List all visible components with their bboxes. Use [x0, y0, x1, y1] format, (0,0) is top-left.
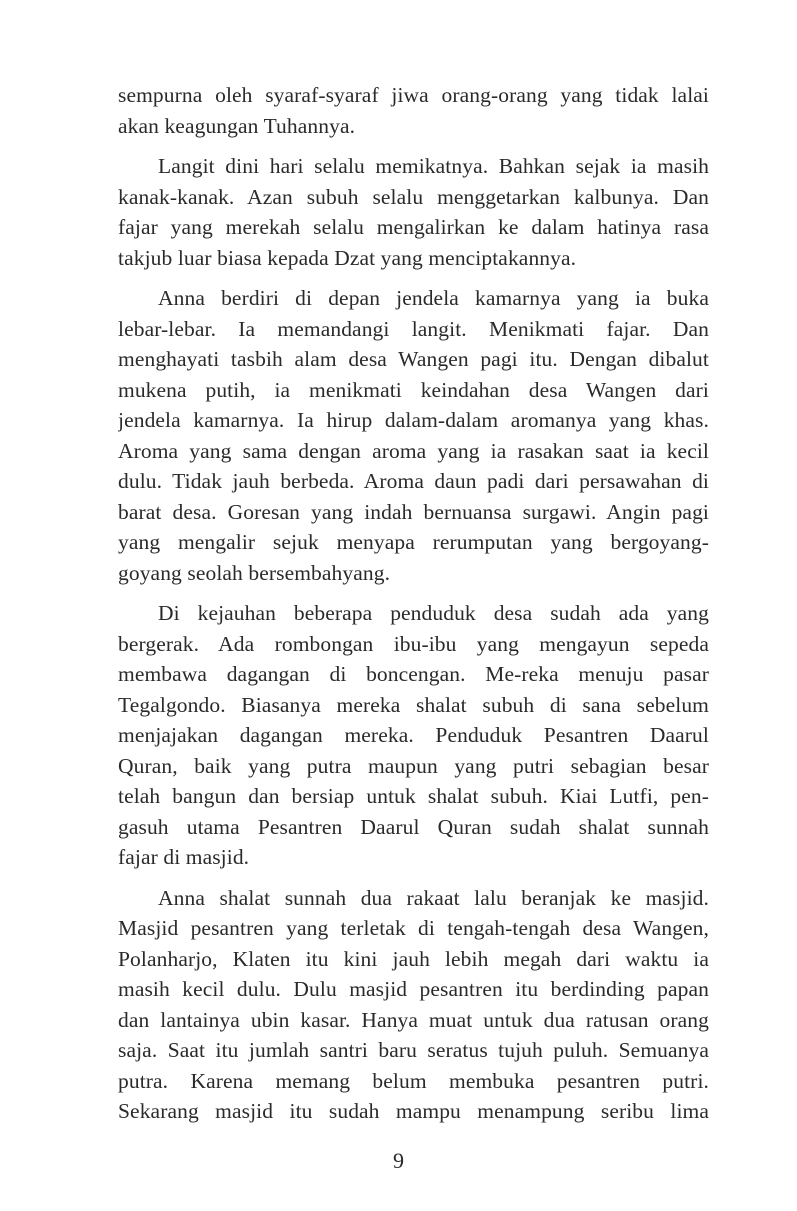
text-line: Aroma yang sama dengan aroma yang ia rasakan saat ia kecil: [118, 438, 709, 463]
text-line: bergerak. Ada rombongan ibu-ibu yang mengayun sepeda: [118, 631, 709, 656]
paragraph-5: [118, 883, 709, 1127]
text-line: fajar yang merekah selalu mengalirkan ke dalam hatinya rasa: [118, 215, 709, 239]
text-line: sempurna oleh syaraf-syaraf jiwa orang-orang yang tidak lalai: [118, 83, 709, 107]
text-line: gasuh utama Pesantren Daarul Quran sudah shalat sunnah: [118, 814, 709, 839]
text-line: Sekarang masjid itu sudah mampu menampung seribu lima: [118, 1099, 709, 1123]
paragraph-4: [118, 598, 709, 873]
page-number: 9: [393, 1148, 404, 1173]
text-line: Langit dini hari selalu memikatnya. Bahkan sejak ia masih: [158, 154, 709, 178]
text-line: akan keagungan Tuhannya.: [118, 113, 356, 138]
text-line: menjajakan dagangan mereka. Penduduk Pesantren Daarul: [118, 723, 709, 747]
paragraph-3: [118, 283, 709, 588]
text-line: menghayati tasbih alam desa Wangen pagi itu. Dengan dibalut: [118, 347, 709, 371]
text-line: fajar di masjid.: [118, 845, 250, 869]
text-line: mukena putih, ia menikmati keindahan desa Wangen dari: [118, 377, 709, 402]
text-line: telah bangun dan bersiap untuk shalat subuh. Kiai Lutfi, pen-: [118, 784, 709, 808]
paragraph-1: [118, 80, 709, 141]
text-line: Tegalgondo. Biasanya mereka shalat subuh di sana sebelum: [118, 692, 709, 717]
text-line: saja. Saat itu jumlah santri baru seratus tujuh puluh. Semuanya: [118, 1038, 709, 1062]
text-line: takjub luar biasa kepada Dzat yang menciptakannya.: [118, 245, 577, 270]
text-line: yang mengalir sejuk menyapa rerumputan yang bergoyang-: [118, 530, 709, 554]
text-line: lebar-lebar. Ia memandangi langit. Menikmati fajar. Dan: [118, 316, 709, 341]
text-line: barat desa. Goresan yang indah bernuansa surgawi. Angin pagi: [118, 499, 709, 524]
text-line: putra. Karena memang belum membuka pesantren putri.: [118, 1068, 709, 1093]
text-line: goyang seolah bersembahyang.: [118, 560, 391, 585]
text-line: kanak-kanak. Azan subuh selalu menggetarkan kalbunya. Dan: [118, 184, 709, 209]
text-line: dan lantainya ubin kasar. Hanya muat untuk dua ratusan orang: [118, 1007, 709, 1032]
text-line: Masjid pesantren yang terletak di tengah-tengah desa Wangen,: [118, 916, 709, 940]
text-line: Di kejauhan beberapa penduduk desa sudah ada yang: [158, 601, 709, 625]
text-line: masih kecil dulu. Dulu masjid pesantren itu berdinding papan: [118, 977, 709, 1001]
text-line: Anna shalat sunnah dua rakaat lalu beranjak ke masjid.: [158, 885, 709, 910]
page-body: [118, 80, 709, 1127]
text-line: Polanharjo, Klaten itu kini jauh lebih megah dari waktu ia: [118, 946, 709, 971]
text-line: Anna berdiri di depan jendela kamarnya yang ia buka: [158, 286, 709, 310]
text-line: membawa dagangan di boncengan. Me-reka menuju pasar: [118, 662, 709, 686]
text-line: jendela kamarnya. Ia hirup dalam-dalam aromanya yang khas.: [118, 408, 709, 432]
text-line: Quran, baik yang putra maupun yang putri sebagian besar: [118, 753, 709, 778]
paragraph-2: [118, 151, 709, 273]
text-line: dulu. Tidak jauh berbeda. Aroma daun padi dari persawahan di: [118, 469, 709, 493]
